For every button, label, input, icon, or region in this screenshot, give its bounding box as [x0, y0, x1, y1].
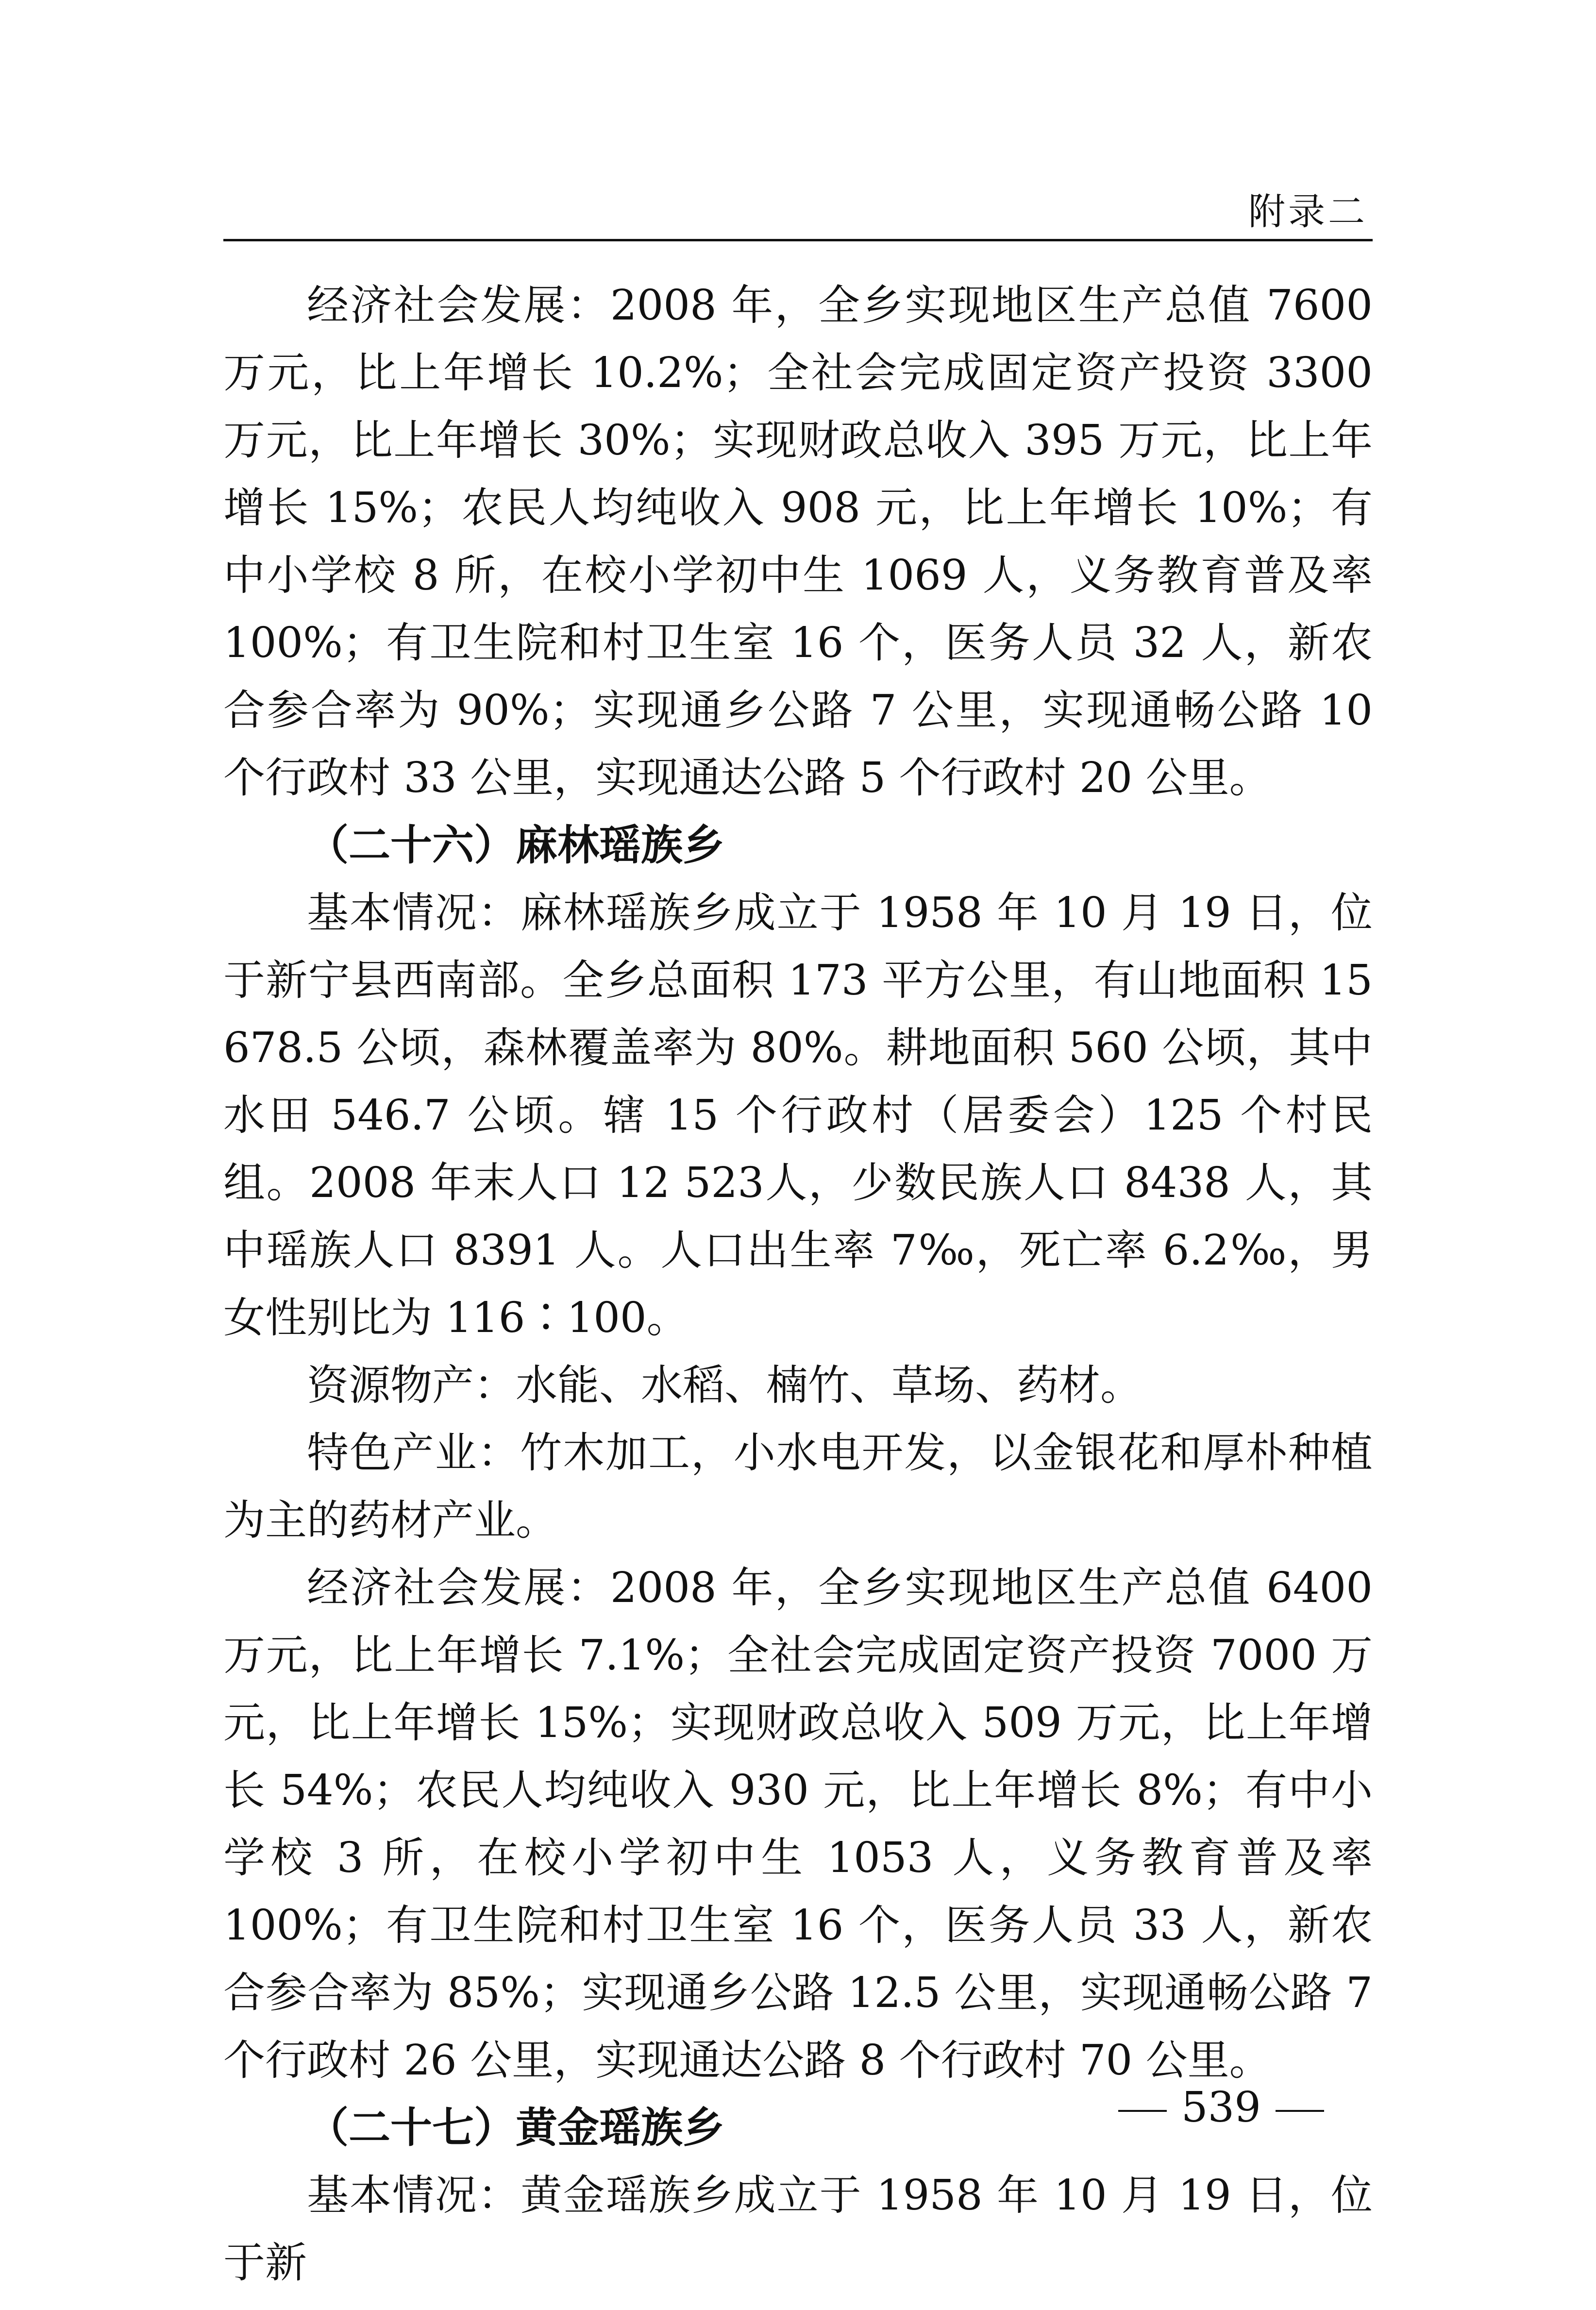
- paragraph-huangjin-basic: 基本情况：黄金瑶族乡成立于 1958 年 10 月 19 日，位于新: [223, 2171, 1373, 2287]
- page-number: [1104, 2083, 1339, 2132]
- running-header-title: 附录二: [1248, 190, 1368, 233]
- paragraph-malin-industry: 特色产业：竹木加工，小水电开发，以金银花和厚朴种植为主的药材产业。: [223, 1429, 1373, 1545]
- section-title-huangjin: （二十七）黄金瑶族乡: [307, 2104, 724, 2152]
- header-rule: [223, 239, 1373, 241]
- page-number-value: 539: [1181, 2083, 1261, 2132]
- section-title-malin: （二十六）麻林瑶族乡: [307, 821, 724, 870]
- paragraph-malin-basic: 基本情况：麻林瑶族乡成立于 1958 年 10 月 19 日，位于新宁县西南部。全乡总面积 173 平方公里，有山地面积 15 678.5 公顷，森林覆盖率为 80%。耕地面积 560 公顷，其中水田 546.7 公顷。辖 15 个行政村（居委会）125 个村民组。2008 年末人口 12 523人，少数民族人口 8438 人，其中瑶族人口 8391 人。人口出生率 7‰，死亡率 6.2‰，男女性别比为 116∶100。: [223, 889, 1373, 1342]
- paragraph-previous-economy: 经济社会发展：2008 年，全乡实现地区生产总值 7600 万元，比上年增长 10.2%；全社会完成固定资产投资 3300 万元，比上年增长 30%；实现财政总收入 395 万元，比上年增长 15%；农民人均纯收入 908 元，比上年增长 10%；有中小学校 8 所，在校小学初中生 1069 人，义务教育普及率 100%；有卫生院和村卫生室 16 个，医务人员 32 人，新农合参合率为 90%；实现通乡公路 7 公里，实现通畅公路 10 个行政村 33 公里，实现通达公路 5 个行政村 20 公里。: [223, 281, 1373, 802]
- folio-dash-left: [1118, 2110, 1167, 2112]
- paragraph-malin-resources: 资源物产：水能、水稻、楠竹、草场、药材。: [307, 1361, 1142, 1410]
- folio-dash-right: [1276, 2110, 1324, 2112]
- page-body: [223, 272, 1373, 2297]
- paragraph-malin-economy: 经济社会发展：2008 年，全乡实现地区生产总值 6400 万元，比上年增长 7.1%；全社会完成固定资产投资 7000 万元，比上年增长 15%；实现财政总收入 509 万元，比上年增长 54%；农民人均纯收入 930 元，比上年增长 8%；有中小学校 3 所，在校小学初中生 1053 人，义务教育普及率 100%；有卫生院和村卫生室 16 个，医务人员 33 人，新农合参合率为 85%；实现通乡公路 12.5 公里，实现通畅公路 7 个行政村 26 公里，实现通达公路 8 个行政村 70 公里。: [223, 1564, 1373, 2085]
